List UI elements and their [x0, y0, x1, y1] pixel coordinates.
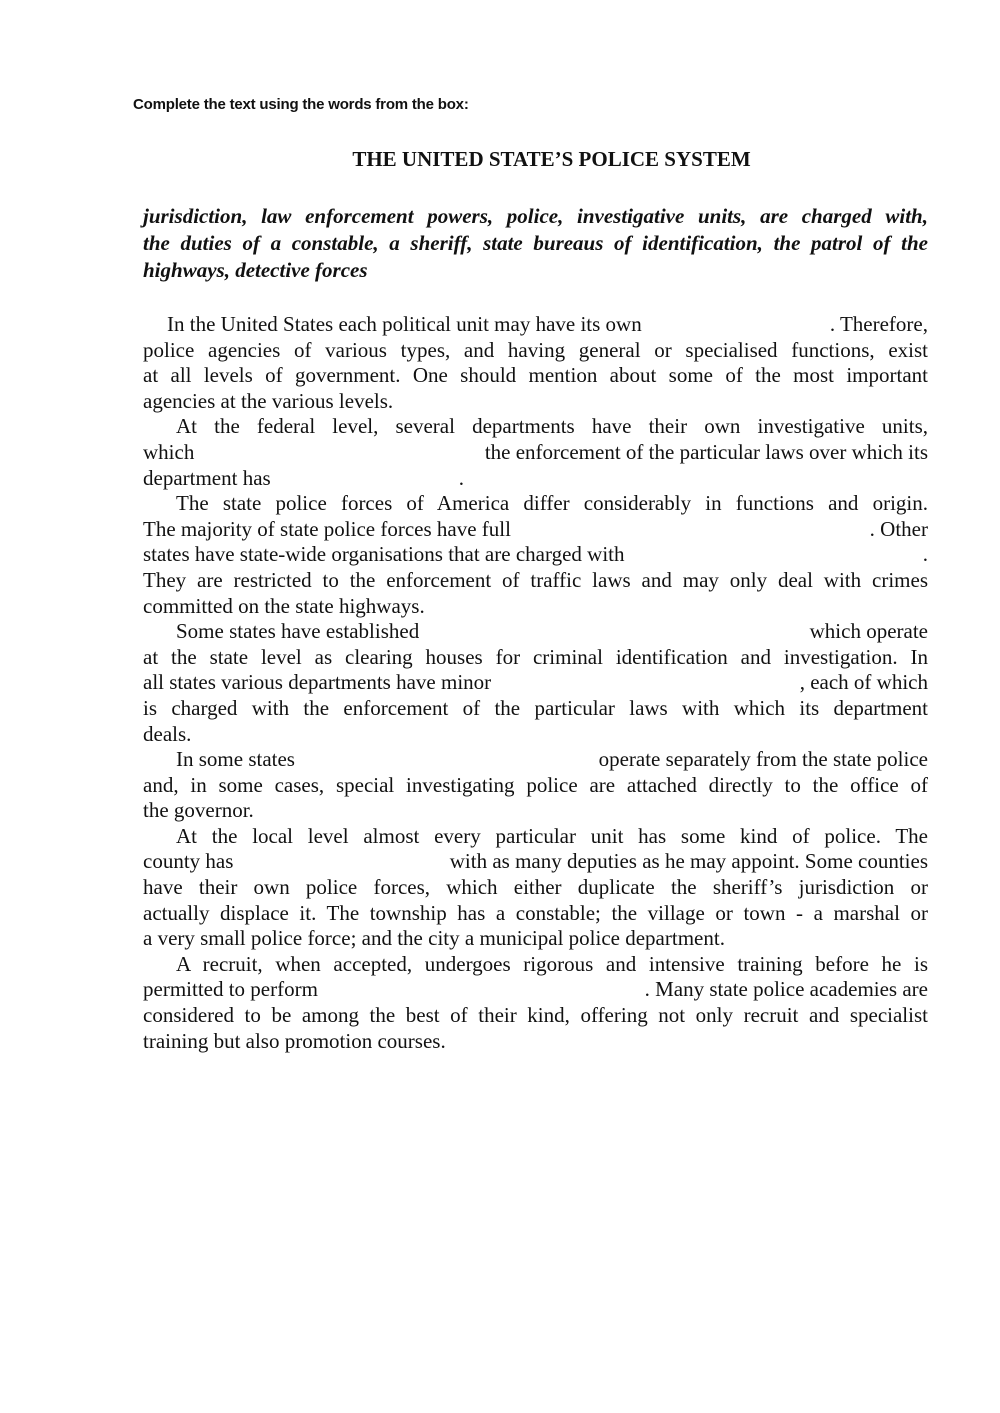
- text-line: A recruit, when accepted, undergoes rigorous and intensive training before he is: [176, 951, 928, 976]
- text-segment: The majority of state police forces have full: [143, 516, 511, 541]
- text-segment: the enforcement of the particular laws over which its: [484, 439, 928, 464]
- text-segment: department has: [143, 465, 271, 490]
- text-segment: . Many state police academies are: [644, 977, 928, 1002]
- text-segment: operate separately from the state police: [598, 747, 928, 772]
- text-line: deals.: [143, 721, 192, 746]
- text-segment: . Other: [869, 516, 928, 541]
- text-line: a very small police force; and the city a municipal police department.: [143, 926, 725, 951]
- text-line: [143, 849, 928, 875]
- text-segment: county has: [143, 849, 234, 874]
- word-box-line: the duties of a constable, a sheriff, state bureaus of identification, the patrol of the: [143, 231, 928, 255]
- text-line: committed on the state highways.: [143, 593, 425, 618]
- body-text: [143, 312, 928, 1054]
- text-line: have their own police forces, which either duplicate the sheriff’s jurisdiction or: [143, 875, 928, 900]
- word-box-line: jurisdiction, law enforcement powers, police, investigative units, are charged with,: [143, 204, 928, 228]
- text-segment: , each of which: [799, 670, 928, 695]
- text-segment: states have state-wide organisations that are charged with: [143, 542, 625, 567]
- text-line: considered to be among the best of their kind, offering not only recruit and specialist: [143, 1003, 928, 1028]
- text-line: The state police forces of America differ considerably in functions and origin.: [176, 491, 928, 516]
- text-segment: . Therefore,: [829, 312, 928, 336]
- text-line: at the state level as clearing houses for criminal identification and investigation. In: [143, 644, 928, 669]
- text-line: [143, 747, 928, 773]
- text-segment: which: [143, 439, 195, 464]
- text-line: training but also promotion courses.: [143, 1028, 446, 1053]
- blank-gap[interactable]: [271, 466, 459, 492]
- text-line: [143, 312, 928, 338]
- word-box: [143, 203, 928, 284]
- page-title: THE UNITED STATE’S POLICE SYSTEM: [352, 147, 751, 171]
- text-segment: .: [458, 465, 464, 490]
- text-line: [143, 670, 928, 696]
- text-line: At the federal level, several departments have their own investigative units,: [176, 414, 928, 439]
- word-box-line: highways, detective forces: [143, 258, 368, 282]
- text-segment: In some states: [176, 747, 295, 772]
- text-segment: with as many deputies as he may appoint. Some counties: [449, 849, 928, 874]
- instruction-text: Complete the text using the words from the box:: [133, 96, 469, 113]
- text-line: They are restricted to the enforcement of traffic laws and may only deal with crimes: [143, 567, 928, 592]
- text-line: is charged with the enforcement of the particular laws with which its department: [143, 695, 928, 720]
- text-line: agencies at the various levels.: [143, 388, 394, 413]
- text-segment: Some states have established: [176, 619, 420, 644]
- text-segment: In the United States each political unit may have its own: [167, 312, 642, 336]
- text-line: [143, 977, 928, 1003]
- text-line: police agencies of various types, and having general or specialised functions, exist: [143, 337, 928, 362]
- text-line: [143, 619, 928, 645]
- text-line: the governor.: [143, 798, 254, 823]
- text-line: at all levels of government. One should mention about some of the most important: [143, 363, 928, 388]
- text-line: actually displace it. The township has a constable; the village or town - a marshal or: [143, 900, 928, 925]
- text-line: and, in some cases, special investigating police are attached directly to the office of: [143, 772, 928, 797]
- text-line: At the local level almost every particular unit has some kind of police. The: [176, 823, 928, 848]
- text-segment: permitted to perform: [143, 977, 318, 1002]
- text-segment: all states various departments have minor: [143, 670, 492, 695]
- text-line: [143, 542, 928, 568]
- text-line: [143, 517, 928, 543]
- text-line: [143, 440, 928, 466]
- text-segment: .: [922, 542, 928, 567]
- text-line: [143, 466, 928, 492]
- text-segment: which operate: [809, 619, 928, 644]
